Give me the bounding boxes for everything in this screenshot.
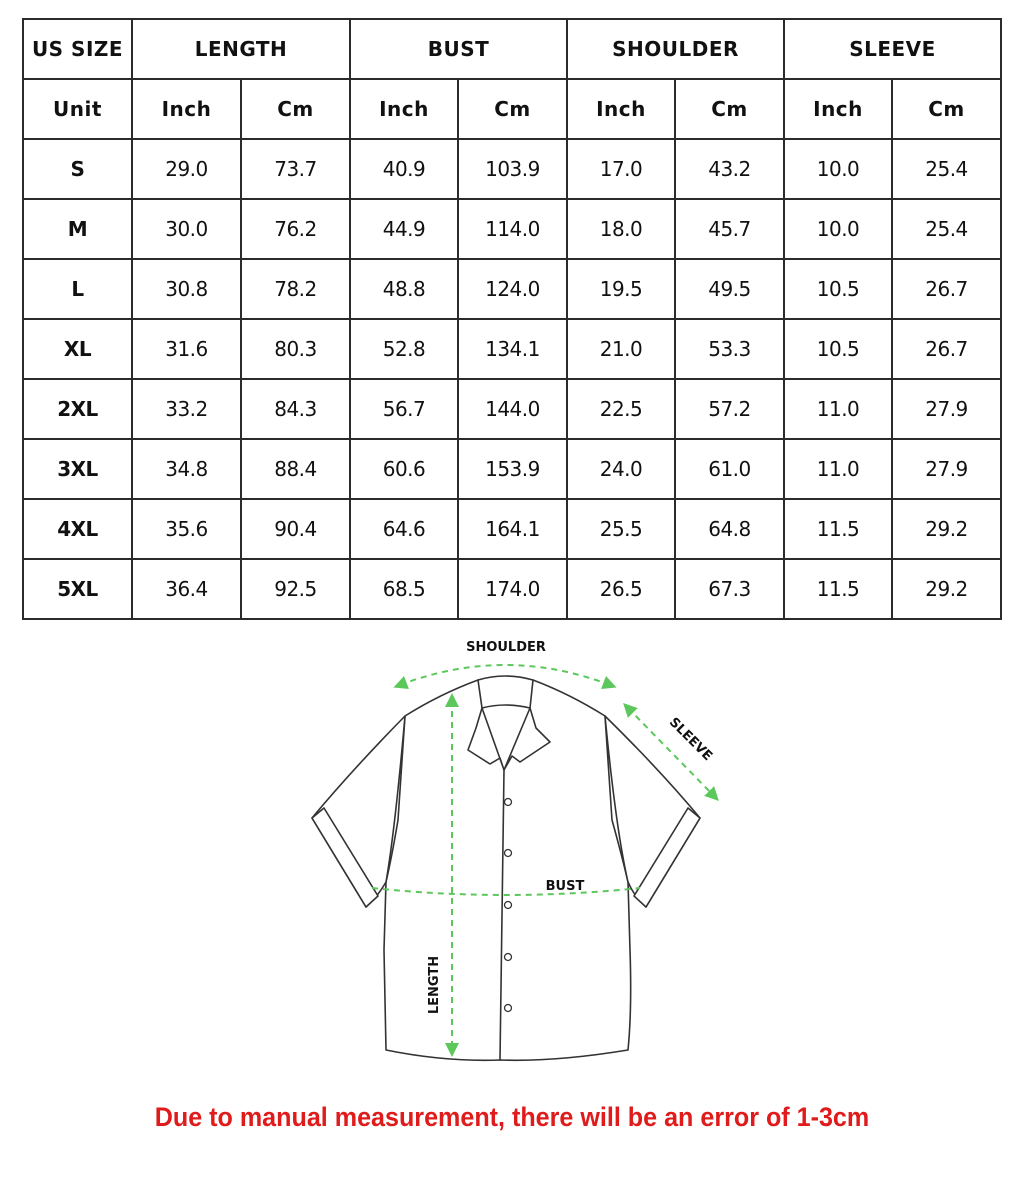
- value-cell-length-in: 31.6: [132, 319, 241, 379]
- button-1: [505, 799, 512, 806]
- value-cell-shoulder-cm: 67.3: [675, 559, 784, 619]
- value-cell-shoulder-in: 26.5: [567, 559, 675, 619]
- value-cell-sleeve-cm: 27.9: [892, 439, 1001, 499]
- value-cell-bust-in: 48.8: [350, 259, 458, 319]
- value-cell-bust-in: 56.7: [350, 379, 458, 439]
- value-cell-shoulder-cm: 43.2: [675, 139, 784, 199]
- value-cell-length-in: 36.4: [132, 559, 241, 619]
- value-cell-shoulder-cm: 57.2: [675, 379, 784, 439]
- unit-label: Unit: [23, 79, 132, 139]
- sleeve-inch-header: Inch: [784, 79, 892, 139]
- size-row: [23, 439, 1001, 499]
- header-row: [23, 19, 1001, 79]
- button-2: [505, 850, 512, 857]
- size-cell: 2XL: [23, 379, 132, 439]
- length-label: LENGTH: [427, 955, 442, 1015]
- value-cell-bust-in: 44.9: [350, 199, 458, 259]
- value-cell-length-cm: 92.5: [241, 559, 350, 619]
- collar: [478, 676, 533, 708]
- value-cell-length-in: 35.6: [132, 499, 241, 559]
- size-row: [23, 379, 1001, 439]
- size-row: [23, 559, 1001, 619]
- header-length: LENGTH: [132, 19, 350, 79]
- value-cell-bust-cm: 153.9: [458, 439, 567, 499]
- value-cell-bust-cm: 164.1: [458, 499, 567, 559]
- size-row: [23, 199, 1001, 259]
- value-cell-sleeve-cm: 27.9: [892, 379, 1001, 439]
- value-cell-length-cm: 84.3: [241, 379, 350, 439]
- length-inch-header: Inch: [132, 79, 241, 139]
- shoulder-cm-header: Cm: [675, 79, 784, 139]
- value-cell-bust-in: 64.6: [350, 499, 458, 559]
- value-cell-shoulder-in: 18.0: [567, 199, 675, 259]
- size-cell: L: [23, 259, 132, 319]
- value-cell-bust-in: 40.9: [350, 139, 458, 199]
- value-cell-shoulder-in: 24.0: [567, 439, 675, 499]
- sleeve-label: SLEEVE: [665, 715, 715, 765]
- bust-inch-header: Inch: [350, 79, 458, 139]
- value-cell-length-cm: 88.4: [241, 439, 350, 499]
- value-cell-bust-in: 52.8: [350, 319, 458, 379]
- sleeve-cm-header: Cm: [892, 79, 1001, 139]
- shirt-outline: [312, 676, 700, 1060]
- shirt-measurement-diagram: [0, 620, 1024, 1070]
- bust-label: BUST: [545, 879, 585, 894]
- measurement-error-note: Due to manual measurement, there will be an error of 1-3cm: [154, 1102, 870, 1132]
- unit-row: [23, 79, 1001, 139]
- value-cell-bust-cm: 114.0: [458, 199, 567, 259]
- value-cell-length-cm: 80.3: [241, 319, 350, 379]
- size-chart-table: [22, 18, 1002, 620]
- size-cell: 3XL: [23, 439, 132, 499]
- button-4: [505, 954, 512, 961]
- size-row: [23, 259, 1001, 319]
- size-row: [23, 319, 1001, 379]
- value-cell-shoulder-cm: 53.3: [675, 319, 784, 379]
- value-cell-shoulder-cm: 45.7: [675, 199, 784, 259]
- button-5: [505, 1005, 512, 1012]
- value-cell-sleeve-in: 10.0: [784, 139, 892, 199]
- value-cell-sleeve-in: 11.5: [784, 499, 892, 559]
- value-cell-sleeve-in: 11.5: [784, 559, 892, 619]
- length-cm-header: Cm: [241, 79, 350, 139]
- button-3: [505, 902, 512, 909]
- value-cell-sleeve-in: 10.0: [784, 199, 892, 259]
- size-row: [23, 499, 1001, 559]
- bust-cm-header: Cm: [458, 79, 567, 139]
- value-cell-shoulder-in: 21.0: [567, 319, 675, 379]
- size-cell: S: [23, 139, 132, 199]
- value-cell-bust-cm: 103.9: [458, 139, 567, 199]
- value-cell-shoulder-cm: 64.8: [675, 499, 784, 559]
- value-cell-sleeve-in: 11.0: [784, 439, 892, 499]
- value-cell-sleeve-in: 10.5: [784, 259, 892, 319]
- value-cell-sleeve-cm: 25.4: [892, 139, 1001, 199]
- value-cell-length-cm: 73.7: [241, 139, 350, 199]
- shoulder-label: SHOULDER: [466, 640, 546, 655]
- value-cell-shoulder-in: 17.0: [567, 139, 675, 199]
- value-cell-length-in: 33.2: [132, 379, 241, 439]
- value-cell-sleeve-cm: 26.7: [892, 319, 1001, 379]
- size-cell: 4XL: [23, 499, 132, 559]
- value-cell-length-in: 30.8: [132, 259, 241, 319]
- value-cell-sleeve-cm: 29.2: [892, 559, 1001, 619]
- size-row: [23, 139, 1001, 199]
- header-shoulder: SHOULDER: [567, 19, 784, 79]
- value-cell-length-cm: 78.2: [241, 259, 350, 319]
- size-cell: 5XL: [23, 559, 132, 619]
- value-cell-sleeve-cm: 29.2: [892, 499, 1001, 559]
- value-cell-sleeve-cm: 25.4: [892, 199, 1001, 259]
- value-cell-shoulder-cm: 61.0: [675, 439, 784, 499]
- value-cell-shoulder-cm: 49.5: [675, 259, 784, 319]
- header-sleeve: SLEEVE: [784, 19, 1001, 79]
- value-cell-bust-in: 60.6: [350, 439, 458, 499]
- value-cell-sleeve-cm: 26.7: [892, 259, 1001, 319]
- value-cell-length-cm: 76.2: [241, 199, 350, 259]
- value-cell-bust-cm: 174.0: [458, 559, 567, 619]
- shoulder-inch-header: Inch: [567, 79, 675, 139]
- value-cell-shoulder-in: 19.5: [567, 259, 675, 319]
- value-cell-length-in: 30.0: [132, 199, 241, 259]
- value-cell-bust-cm: 144.0: [458, 379, 567, 439]
- value-cell-bust-cm: 124.0: [458, 259, 567, 319]
- header-us-size: US SIZE: [23, 19, 132, 79]
- value-cell-shoulder-in: 22.5: [567, 379, 675, 439]
- value-cell-bust-in: 68.5: [350, 559, 458, 619]
- value-cell-length-in: 34.8: [132, 439, 241, 499]
- value-cell-length-cm: 90.4: [241, 499, 350, 559]
- value-cell-sleeve-in: 10.5: [784, 319, 892, 379]
- value-cell-shoulder-in: 25.5: [567, 499, 675, 559]
- size-cell: M: [23, 199, 132, 259]
- value-cell-length-in: 29.0: [132, 139, 241, 199]
- size-cell: XL: [23, 319, 132, 379]
- value-cell-bust-cm: 134.1: [458, 319, 567, 379]
- value-cell-sleeve-in: 11.0: [784, 379, 892, 439]
- header-bust: BUST: [350, 19, 567, 79]
